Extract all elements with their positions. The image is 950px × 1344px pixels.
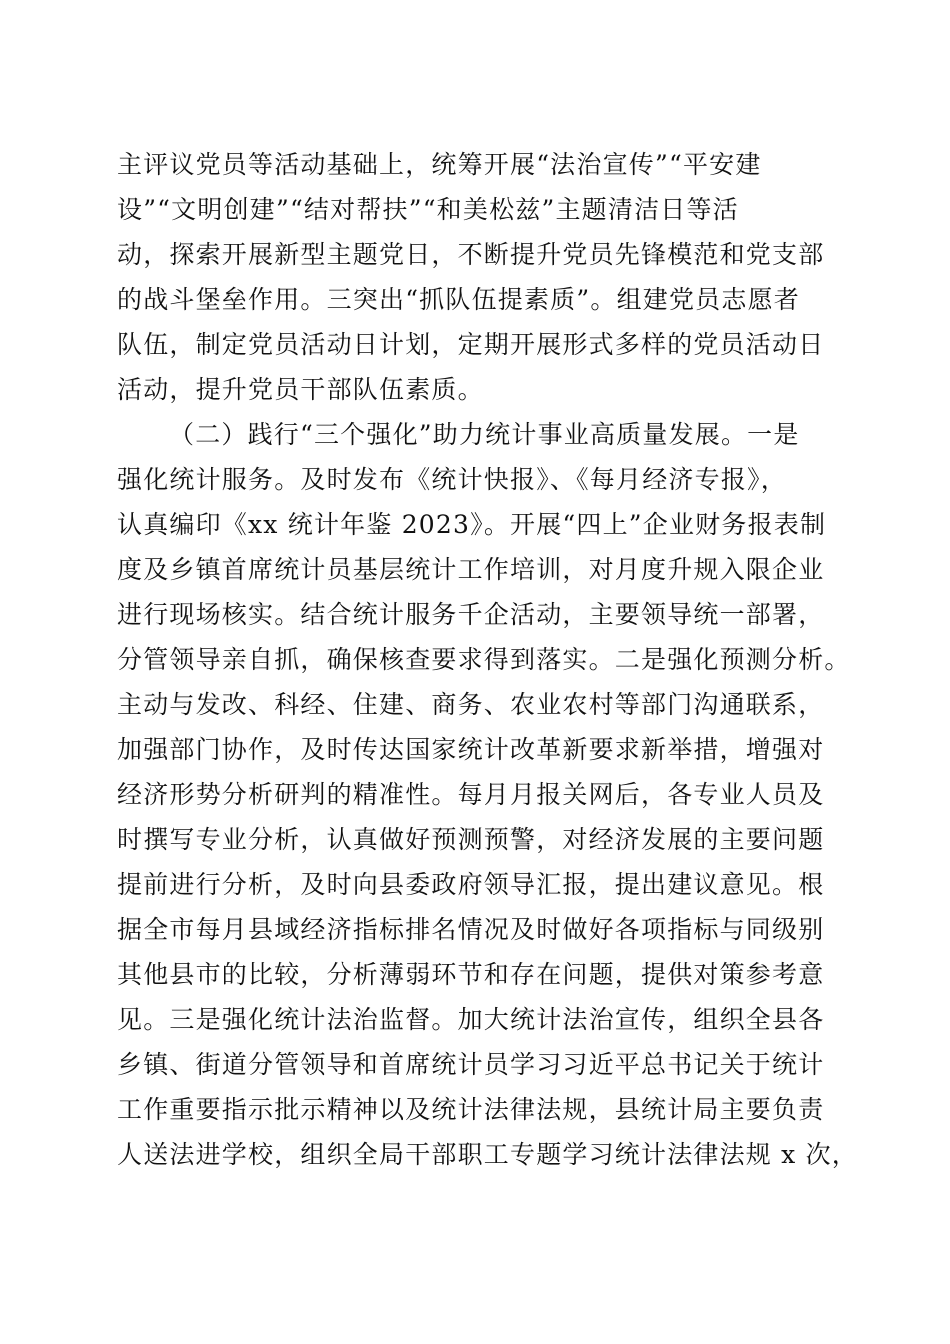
text-line: 见。三是强化统计法治监督。加大统计法治宣传，组织全县各	[117, 1005, 825, 1034]
text-line: 设”“文明创建”“结对帮扶”“和美松兹”主题清洁日等活	[117, 195, 739, 224]
text-line: 主动与发改、科经、住建、商务、农业农村等部门沟通联系，	[117, 690, 825, 719]
text-line: 认真编印《xx 统计年鉴 2023》。开展“四上”企业财务报表制	[117, 510, 827, 539]
text-line: 工作重要指示批示精神以及统计法律法规，县统计局主要负责	[117, 1095, 825, 1124]
text-line: 提前进行分析，及时向县委政府领导汇报，提出建议意见。根	[117, 870, 825, 899]
text-line: 分管领导亲自抓，确保核查要求得到落实。二是强化预测分析。	[117, 645, 851, 674]
text-line: 据全市每月县域经济指标排名情况及时做好各项指标与同级别	[117, 915, 825, 944]
text-line: 其他县市的比较，分析薄弱环节和存在问题，提供对策参考意	[117, 960, 825, 989]
text-line: 乡镇、街道分管领导和首席统计员学习习近平总书记关于统计	[117, 1050, 825, 1079]
text-line: 人送法进学校，组织全局干部职工专题学习统计法律法规 x 次，	[117, 1140, 858, 1169]
text-line: 动，探索开展新型主题党日，不断提升党员先锋模范和党支部	[117, 240, 825, 269]
text-line: 队伍，制定党员活动日计划，定期开展形式多样的党员活动日	[117, 330, 825, 359]
text-line: 加强部门协作，及时传达国家统计改革新要求新举措，增强对	[117, 735, 825, 764]
text-line: 活动，提升党员干部队伍素质。	[117, 375, 484, 404]
paragraph-continued	[117, 142, 837, 412]
text-line: 经济形势分析研判的精准性。每月月报关网后，各专业人员及	[117, 780, 825, 809]
text-line: 进行现场核实。结合统计服务千企活动，主要领导统一部署，	[117, 600, 825, 629]
paragraph-section-2	[117, 412, 858, 1177]
section-heading-line: （二）践行“三个强化”助力统计事业高质量发展。一是	[169, 420, 800, 449]
text-line: 强化统计服务。及时发布《统计快报》、《每月经济专报》，	[117, 465, 787, 494]
text-line: 的战斗堡垒作用。三突出“抓队伍提素质”。组建党员志愿者	[117, 285, 800, 314]
text-line: 时撰写专业分析，认真做好预测预警，对经济发展的主要问题	[117, 825, 825, 854]
text-line: 主评议党员等活动基础上，统筹开展“法治宣传”“平安建	[117, 150, 762, 179]
text-line: 度及乡镇首席统计员基层统计工作培训，对月度升规入限企业	[117, 555, 825, 584]
